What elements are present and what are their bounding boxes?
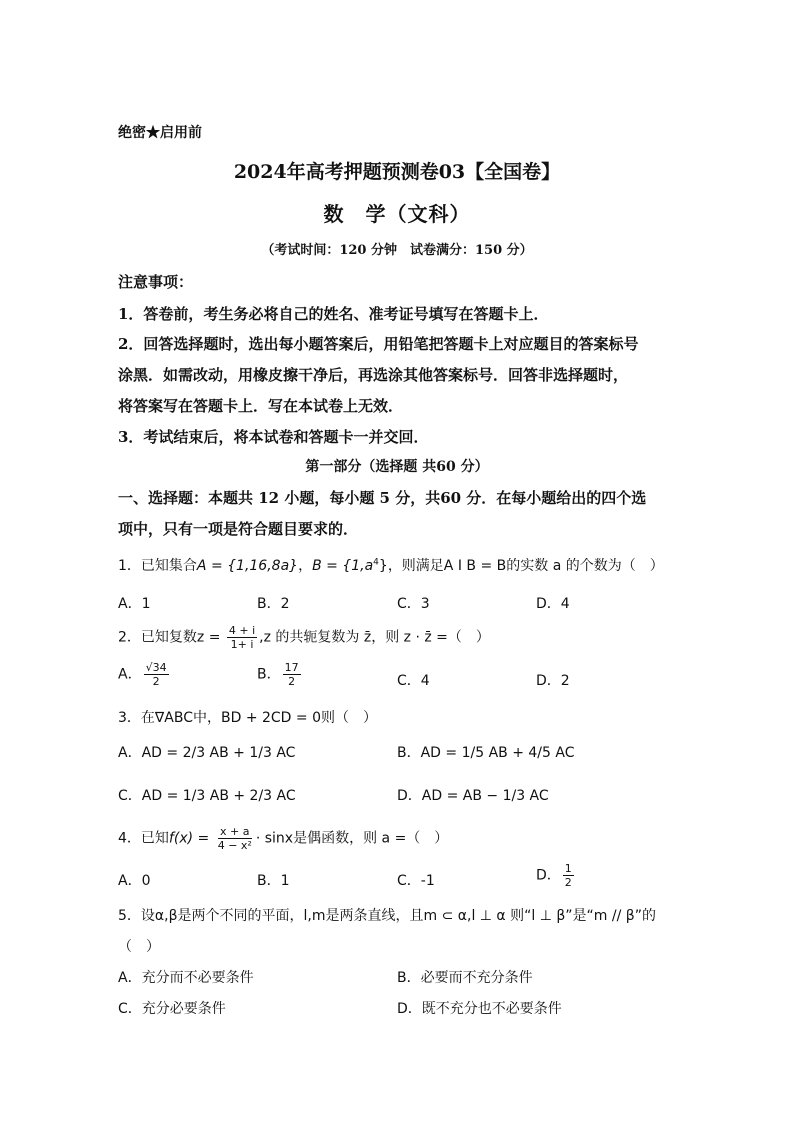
q2-fraction [227, 624, 257, 651]
q1-option-a: A．1 [118, 596, 151, 612]
q2-option-a-numerator: √34 [145, 661, 167, 674]
q4-function: f(x) = [168, 830, 210, 847]
q4-option-d-denominator: 2 [564, 876, 572, 889]
q4-option-d-fraction [563, 862, 574, 889]
confidential-mark: 绝密★启用前 [118, 125, 202, 141]
note-item-1: 1．答卷前，考生务必将自己的姓名、准考证号填写在答题卡上． [118, 305, 549, 323]
q2-option-a-label: A． [118, 666, 142, 683]
q2-option-b-label: B． [257, 666, 281, 683]
q4-tail: · sinx是偶函数，则 a =（ ） [255, 830, 449, 847]
q2-option-b-fraction [283, 661, 301, 688]
part-one-title: 第一部分（选择题 共60 分） [305, 459, 489, 475]
notes-heading: 注意事项： [118, 273, 194, 291]
q4-option-d-numerator: 1 [564, 862, 572, 875]
q2-option-b-denominator: 2 [288, 675, 296, 688]
q5-option-c: C．充分必要条件 [118, 1001, 226, 1017]
q1-option-c: C．3 [397, 596, 430, 612]
q1-set-b-close: } [378, 558, 388, 574]
q2-prefix: 2．已知复数z = [118, 629, 221, 646]
exam-info: （考试时间：120 分钟 试卷满分：150 分） [261, 243, 533, 258]
q4-option-d-label: D． [536, 867, 561, 884]
q4-numerator: x + a [220, 825, 250, 838]
q1-set-b: B = {1,a [312, 558, 374, 574]
note-item-2-cont: 涂黑．如需改动，用橡皮擦干净后，再选涂其他答案标号．回答非选择题时， [118, 366, 629, 384]
q4-denominator: 4 − x² [217, 839, 252, 852]
question-2-stem [118, 624, 490, 651]
q2-option-a [118, 661, 171, 688]
q3-option-b: B．AD = 1/5 AB + 4/5 AC [397, 745, 575, 761]
q2-option-b-numerator: 17 [284, 661, 299, 674]
note-item-3: 3．考试结束后，将本试卷和答题卡一并交回． [118, 428, 429, 446]
q5-option-d: D．既不充分也不必要条件 [397, 1001, 562, 1017]
question-4-stem [118, 825, 448, 852]
q1-option-d: D．4 [536, 596, 570, 612]
q4-prefix: 4．已知 [118, 830, 169, 847]
q4-fraction [216, 825, 254, 852]
exam-title: 2024年高考押题预测卷03【全国卷】 [233, 161, 561, 183]
q3-option-c: C．AD = 1/3 AB + 2/3 AC [118, 788, 296, 804]
question-1-stem [118, 555, 664, 575]
q3-option-a: A．AD = 2/3 AB + 1/3 AC [118, 745, 296, 761]
q2-numerator: 4 + i [228, 624, 256, 637]
q5-option-b: B．必要而不充分条件 [397, 970, 533, 986]
q2-denominator: 1+ i [230, 638, 254, 651]
question-3-stem: 3．在∇ABC中，BD + 2CD = 0则（ ） [118, 710, 377, 726]
note-item-2-end: 将答案写在答题卡上．写在本试卷上无效． [118, 397, 404, 415]
q4-option-a: A．0 [118, 873, 151, 889]
subject-title: 数 学（文科） [323, 202, 471, 226]
q2-option-a-denominator: 2 [152, 675, 160, 688]
q2-option-d: D．2 [536, 673, 570, 689]
q4-option-c: C．-1 [397, 873, 435, 889]
question-5-paren: （ ） [118, 939, 160, 955]
q1-option-b: B．2 [257, 596, 290, 612]
q1-set-b-exponent: 4 [373, 557, 379, 568]
q1-set-a: A = {1,16,8a} [196, 558, 299, 574]
q2-option-a-fraction [144, 661, 169, 688]
q1-tail: ，则满足A I B = B的实数 a 的个数为（ ） [387, 558, 664, 574]
q1-comma: ， [298, 558, 313, 574]
q4-option-d [536, 862, 576, 889]
q3-option-d: D．AD = AB − 1/3 AC [397, 788, 549, 804]
note-item-2: 2．回答选择题时，选出每小题答案后，用铅笔把答题卡上对应题目的答案标号 [118, 335, 639, 353]
q5-option-a: A．充分而不必要条件 [118, 970, 254, 986]
section-instructions-line2: 项中，只有一项是符合题目要求的． [118, 520, 359, 538]
q2-option-b [257, 661, 303, 688]
question-5-stem: 5．设α,β是两个不同的平面，l,m是两条直线，且m ⊂ α,l ⊥ α 则“l ⊥ β”是“m // β”的 [118, 908, 656, 924]
q4-option-b: B．1 [257, 873, 290, 889]
q1-prefix: 1．已知集合 [118, 558, 197, 574]
section-instructions-line1: 一、选择题：本题共 12 小题，每小题 5 分，共60 分．在每小题给出的四个选 [118, 489, 647, 507]
q2-tail: ,z 的共轭复数为 z̄，则 z · z̄ =（ ） [259, 629, 490, 646]
q2-option-c: C．4 [397, 673, 430, 689]
